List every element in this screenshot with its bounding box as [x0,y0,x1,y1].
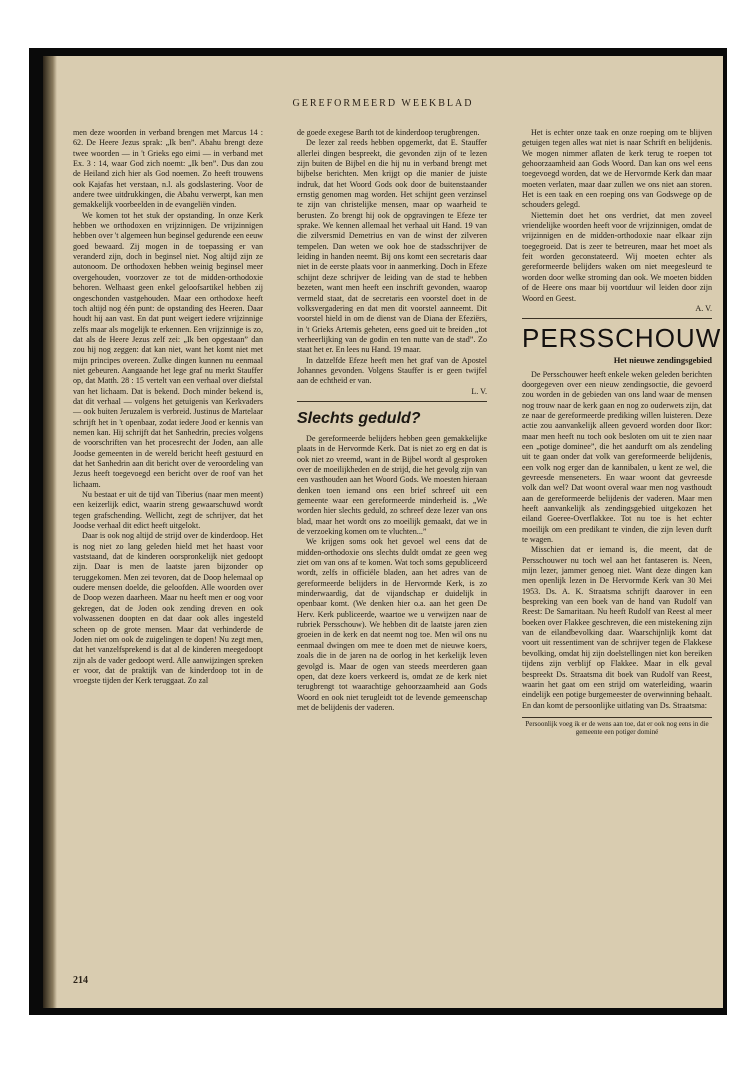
quoted-footnote: Persoonlijk voeg ik er de wens aan toe, dat er ook nog eens in die gemeente een potiger dominé [522,717,712,737]
divider [522,318,712,319]
author-signature: L. V. [471,386,487,396]
paragraph: de goede exegese Barth tot de kinderdoop terugbrengen. [297,128,480,137]
column-3 [522,128,722,737]
page-number: 214 [73,975,88,986]
paragraph: De Persschouwer heeft enkele weken geleden berichten doorgegeven over een nieuw zendingsoctie, die gevoerd zou worden in de gebieden van ons land waar de mensen nog trouw naar de kerk gaan en nog zo ouderwets zijn, dat ze naar de gereformeerde prediking willen luisteren. Deze actie zou aanvankelijk alleen gevoerd worden door Ikor: maar men heeft nu toch ook besloten om uit te zien naar een „potige dominee”, die het aandurft om als zendeling uit te gaan onder dat volk van gereformeerde belijdenis, een volk nog erger dan de kannibalen, u kent ze wel, die gevreesde menseneters. En waar woont dat gevreesde volk dan wel? Dat woont overal waar men nog vasthoudt aan de gereformeerde belijdenis der vaderen. Maar men heeft aanvankelijk als zendingsgebied uitgekozen het eiland Goeree-Overflakkee. Tot nu toe is het echter moeilijk om een predikant te vinden, die zijn leven durft te wagen. [522,369,712,545]
paragraph: Niettemin doet het ons verdriet, dat men zoveel vriendelijke woorden heeft voor de vrijzinnigen, omdat de vrijzinnigen en de midden-orthodoxie naar elkaar zijn toegegroeid. Dat is zeer te betreuren, maar het moet als feit worden geconstateerd. Wij moeten echter als gereformeerde belijders waken om niet meegesleurd te worden door welke stroming dan ook. We moeten bidden of de Heere ons maar bij voortduur wil leiden door zijn Woord en Geest. [522,210,712,303]
author-signature: A. V. [695,303,712,313]
column-1 [73,128,263,687]
paragraph: In datzelfde Efeze heeft men het graf van de Apostel Johannes gevonden. Volgens Stauffer is er geen twijfel aan de echtheid er van. [297,355,487,386]
paragraph: Het is echter onze taak en onze roeping om te blijven getuigen tegen alles wat niet is naar Schrift en belijdenis. We mogen nimmer aflaten de kerk terug te roepen tot gehoorzaamheid aan Gods Woord. Dan kan ons wel eens toegevoegd worden, dat we de Hervormde Kerk dan maar moeten verlaten, maar daar zullen we ons niet aan storen. Het is een taak en een roeping ons van Godswege op de schouders gelegd. [522,128,712,210]
paragraph: We krijgen soms ook het gevoel wel eens dat de midden-orthodoxie ons slechts duldt omdat ze geen weg ziet om van ons af te komen. Wat toch soms gepubliceerd wordt, zelfs in officiële bladen, aan het adres van de gereformeerde belijders in de Hervormde Kerk, is zo minderwaardig, dat de vijandschap er duidelijk in openbaar komt. (We denken hier o.a. aan het geen De Herv. Kerk publiceerde, waartoe we u verwijzen naar de rubriek Persschouw). We hebben dit de laatste jaren zien groeien in de kerk en dat neemt nog toe. Men wil ons nu eenmaal dwingen om mee te doen met de nieuwe koers, zoals die in de jaren na de oorlog in het kerkelijk leven gevolgd is. Maar de ogen van steeds meerderen gaan open, dat deze koers verkeerd is, omdat ze de kerk niet terugbrengt tot waarachtige gehoorzaamheid aan Gods Woord en ook niet terugleidt tot de levende gemeenschap met de belijdenis der vaderen. [297,537,487,712]
article-heading: Slechts geduld? [297,409,421,427]
running-header: GEREFORMEERD WEEKBLAD [292,98,474,109]
paragraph: Daar is ook nog altijd de strijd over de kinderdoop. Het is nog niet zo lang geleden hield met het haast voor vaststaand, dat de kinderen oorspronkelijk niet gedoopt zijn. Daar is men de laatste jaren bijzonder op teruggekomen. Men zei tevoren, dat de Doop helemaal op oudere mensen doelde, die geloofden. Alle woorden over de Doop wezen daarheen. Maar nu heeft men er oog voor gekregen, dat de Joden ook zending dreven en ook volwassenen doopten en dat daar ook alles ingesteld scheen op de grote mensen. Maar dat verhinderde de Joden niet om ook de zuigelingen te dopen! Nu zegt men, dat het vanzelfsprekend is dat al de kinderen meegedoopt zijn als de vader gedoopt werd. Alle aanwijzingen spreken er voor, dat de praktijk van de kinderdoop tot in de vroegste tijden der Kerk teruggaat. Zo zal [73,531,263,686]
divider [297,401,487,402]
magazine-page [43,56,723,1008]
page-spine-shadow [43,56,57,1008]
section-subtitle: Het nieuwe zendingsgebied [613,355,712,366]
paragraph: De gereformeerde belijders hebben geen gemakkelijke plaats in de Hervormde Kerk. Dat is niet zo erg en dat is ook niet zo vreemd, want in de Bijbel wordt al gesproken over de moeilijkheden en de strijd, die het gevolg zijn van een vasthouden aan het Woord Gods. We moesten hieraan denken toen iemand ons een brief schreef uit een gemeente waar een gereformeerde minderheid is. „We worden hier slechts geduld, zo schreef deze lezer van ons blad, maar het wordt ons zo moeilijk gemaakt, dat we in de verzoeking komen om te vluchten...” [297,433,487,537]
column-2 [297,128,487,713]
paragraph: Misschien dat er iemand is, die meent, dat de Persschouwer nu toch wel aan het fantaseren is. Neen, mijn lezer, jammer genoeg niet. Want deze dingen kan men openlijk lezen in De Hervormde Kerk van 30 Mei 1953. Ds. A. K. Straatsma schrijft daarover in een bespreking van een boek van de hand van Rudolf van Reest: De Samaritaan. Nu heeft Rudolf van Reest al meer boeken over Flakkee geschreven, die een mistekening zijn van de eilandbevolking daar. Waarschijnlijk komt dat voort uit ressentiment van de schrijver tegen de Flakkese bevolking, omdat hij zijn doelstellingen niet kon bereiken tijdens zijn verblijf op Flakkee. Maar in elk geval bespreekt Ds. Straatsma dit boek van Rudolf van Reest, waarin het gaat om een strijd om waterleiding, waarin eindelijk een potige burgemeester de overwinning behaalt. En dan komt de persoonlijke uitlating van Ds. Straatsma: [522,545,712,710]
paragraph: We komen tot het stuk der opstanding. In onze Kerk hebben we orthodoxen en vrijzinnigen. De vrijzinnigen hebben over 't algemeen hun beginsel gedurende een eeuw goed bewaard. Zij mogen in de toepassing er van veranderd zijn, doch in beginsel niet. Nog altijd zijn ze autonoom. De orthodoxen hebben weinig beginsel meer overgehouden, voorzover ze tot de midden-orthodoxie behoren. Welhaast geen enkel geloofsartikel hebben zij ongeschonden vastgehouden. Maar een orthodoxe heeft toch altijd nog één punt: de opstanding des Heeren. Daar houdt hij aan vast. En dat punt weigert iedere vrijzinnige zelfs maar als mogelijk te erkennen. Een vrijzinnige is zo, dat als de Heere Jezus zelf zei: „Ik ben opgestaan” dan zou hij nog zeggen: dat kan niet, want het komt niet met mijn principes overeen. Zulke dingen kunnen nu eenmaal niet gebeuren. Aangaande het lege graf nu merkt Stauffer op, dat Matth. 28 : 15 vertelt van een verhaal over diefstal van het lichaam. Dat is bekend. Doch minder bekend is, dat dit verhaal — volgens het getuigenis van Kerkvaders — ook buiten Jeruzalem is verbreid. Justinus de Martelaar schrijft het in 't openbaar, zodat iedere Jood er kennis van nemen kan. Hij schrijft dat het Sanhedrin, precies volgens de voorschriften van het procesrecht der Joden, aan alle Joodse gemeenten in de wereld bericht heeft gestuurd en dat het Sanhedrin aan dit bericht over de veroordeling van Jezus heeft toegevoegd een bericht over de roof van het lichaam. [73,210,263,489]
paragraph: Nu bestaat er uit de tijd van Tiberius (naar men meent) een keizerlijk edict, waarin streng gewaarschuwd wordt tegen grafschending. Wellicht, zegt de schrijver, dat het Joodse verhaal dit edict heeft uitgelokt. [73,490,263,531]
paragraph: De lezer zal reeds hebben opgemerkt, dat E. Stauffer allerlei dingen bespreekt, die gevonden zijn of te lezen zijn buiten de Bijbel en die hij nu in verband brengt met bijbelse berichten. Men krijgt op die manier de juiste indruk, dat het Woord Gods ook door de buitenstaander ernstig genomen mag worden. Het schijnt geen verzinsel te zijn van christelijke mensen, maar op waarheid te berusten. Zo brengt hij ook de opgravingen te Efeze ter sprake. We kennen allemaal het verhaal uit Hand. 19 van die zilversmid Demetrius en van de winst der zilveren tempelen. Dan weten we ook hoe de stadsschrijver de leiding in handen neemt. Bij ons komt een secretaris daar niet in de eerste plaats voor in aanmerking. Doch in Efeze schijnt deze schrijver de leiding van de stad te hebben bezeten, want men heeft een inschrift gevonden, waarop vermeld staat, dat de secretaris een voorstel doet in de volksvergadering en dat men dit voorstel aanneemt. Dit voorstel hield in om de dienst van de Diana der Efeziërs, in 't Grieks Artemis geheten, eens goed uit te breiden „tot verheerlijking van de godin en ten nutte van de stad”. Zo staat het er. En lees nu Hand. 19 maar. [297,138,487,355]
paragraph: men deze woorden in verband brengen met Marcus 14 : 62. De Heere Jezus sprak: „Ik ben”. Abahu brengt deze twee woorden — in 't Grieks ego eimi — in verband met Ex. 3 : 14, waar God zich noemt: „Ik ben”. Dus dan zou de Heiland zich hier als God noemen. Zo heeft trouwens ook Kajafas het verstaan, n.l. als godslastering. Voor de andere twee uitdrukkingen, die Abahu verwerpt, kan men gemakkelijk voorbeelden in de evangeliën vinden. [73,128,263,210]
section-title: PERSSCHOUW [522,323,722,354]
